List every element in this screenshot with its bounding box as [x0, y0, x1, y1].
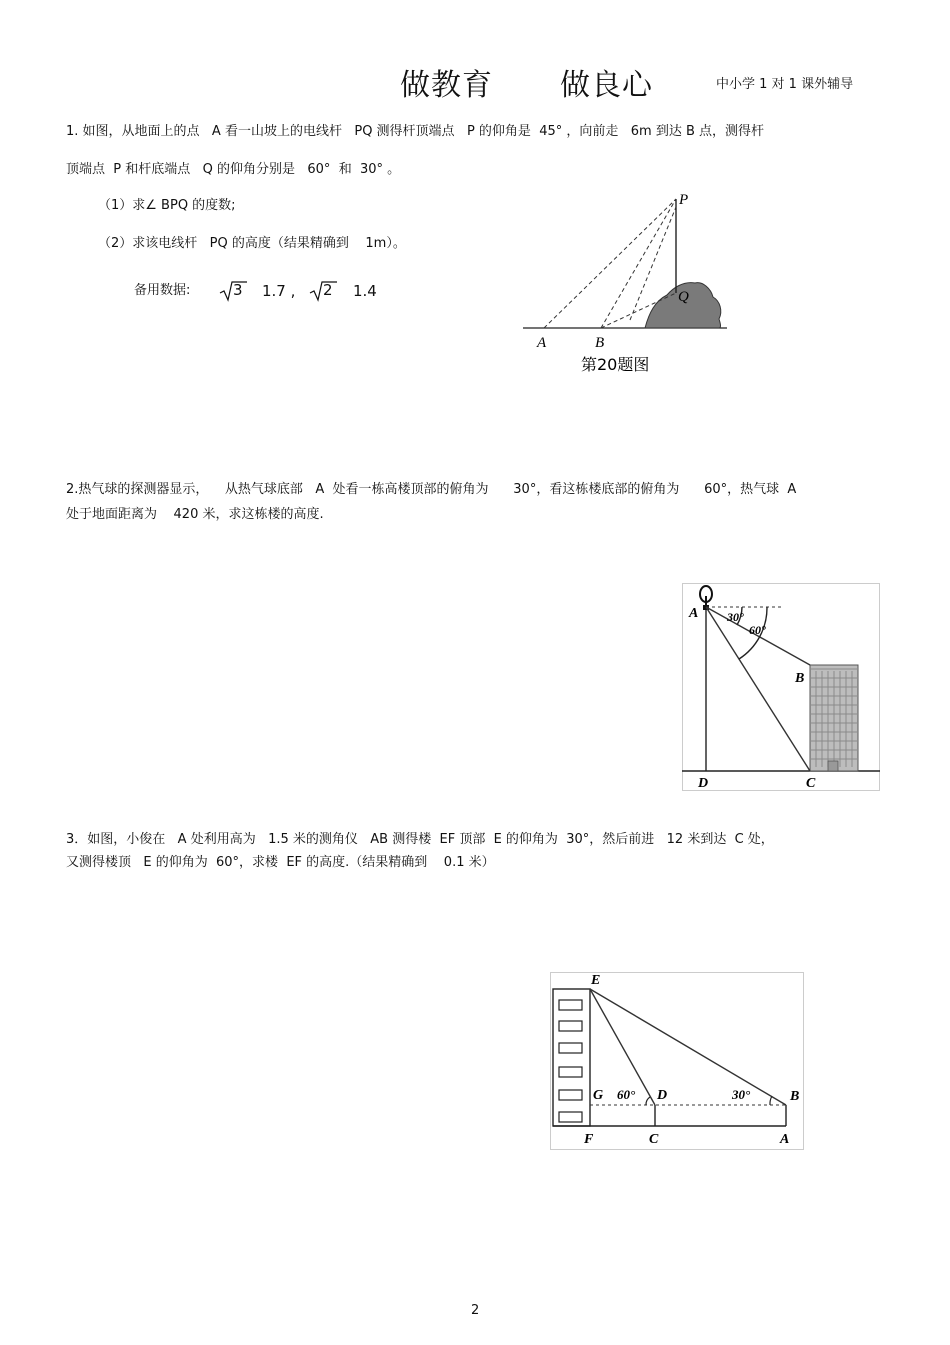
problem3-line2: 又测得楼顶 E 的仰角为 60°，求楼 EF 的高度.（结果精确到 0.1 米）: [66, 855, 495, 870]
angle-60-label: 60°: [749, 623, 766, 637]
label-C: C: [806, 776, 816, 791]
sqrt3-value: 1.7 ,: [262, 282, 296, 300]
figure-2-diagram: [682, 583, 880, 791]
label-C: C: [649, 1132, 659, 1147]
label-F: F: [584, 1132, 594, 1147]
label-A: A: [780, 1132, 790, 1147]
label-B: B: [795, 671, 805, 686]
problem1-line1: 1. 如图，从地面上的点 A 看一山坡上的电线杆 PQ 测得杆顶端点 P 的仰角是 45° ，向前走 6m 到达 B 点，测得杆: [66, 124, 765, 139]
problem2-line2: 处于地面距离为 420 米，求这栋楼的高度.: [66, 507, 324, 522]
sqrt2-radicand: 2: [323, 281, 333, 299]
label-B: B: [595, 335, 605, 351]
building-BC: [810, 665, 858, 771]
label-P: P: [679, 192, 689, 208]
label-B: B: [790, 1089, 800, 1104]
problem1-line2: 顶端点 P 和杆底端点 Q 的仰角分别是 60° 和 30° 。: [66, 162, 401, 177]
header-title-right: 做良心: [560, 68, 653, 103]
label-Q: Q: [678, 289, 689, 305]
header-subtitle: 中小学 1 对 1 课外辅导: [716, 77, 854, 92]
figure-1-caption: 第20题图: [581, 355, 650, 374]
label-G: G: [593, 1088, 604, 1103]
sqrt2-expression: [308, 279, 338, 303]
angle-30-label: 30°: [732, 1087, 751, 1102]
problem1-sub2: （2）求该电线杆 PQ 的高度（结果精确到 1m）。: [98, 236, 406, 251]
label-A: A: [537, 335, 547, 351]
page-number: 2: [471, 1303, 480, 1318]
sqrt3-radicand: 3: [233, 281, 243, 299]
problem2-line1: 2.热气球的探测器显示， 从热气球底部 A 处看一栋高楼顶部的俯角为 30°，看这栋楼底部的俯角为 60°，热气球 A: [66, 482, 797, 497]
header-title-left: 做教育: [400, 68, 493, 103]
angle-60-label: 60°: [617, 1087, 636, 1102]
sqrt3-expression: [218, 279, 248, 303]
angle-30-label: 30°: [727, 610, 744, 624]
label-A: A: [689, 606, 699, 621]
problem1-data-label: 备用数据:: [134, 283, 191, 298]
figure-3-diagram: [550, 972, 805, 1150]
label-E: E: [591, 973, 601, 988]
problem1-sub1: （1）求∠ BPQ 的度数;: [98, 198, 236, 213]
figure-1-diagram: [515, 185, 740, 380]
sqrt2-value: 1.4: [353, 282, 377, 300]
label-D: D: [698, 776, 709, 791]
problem3-line1: 3．如图，小俊在 A 处利用高为 1.5 米的测角仪 AB 测得楼 EF 顶部 E 的仰角为 30°，然后前进 12 米到达 C 处，: [66, 832, 774, 847]
label-D: D: [657, 1088, 668, 1103]
